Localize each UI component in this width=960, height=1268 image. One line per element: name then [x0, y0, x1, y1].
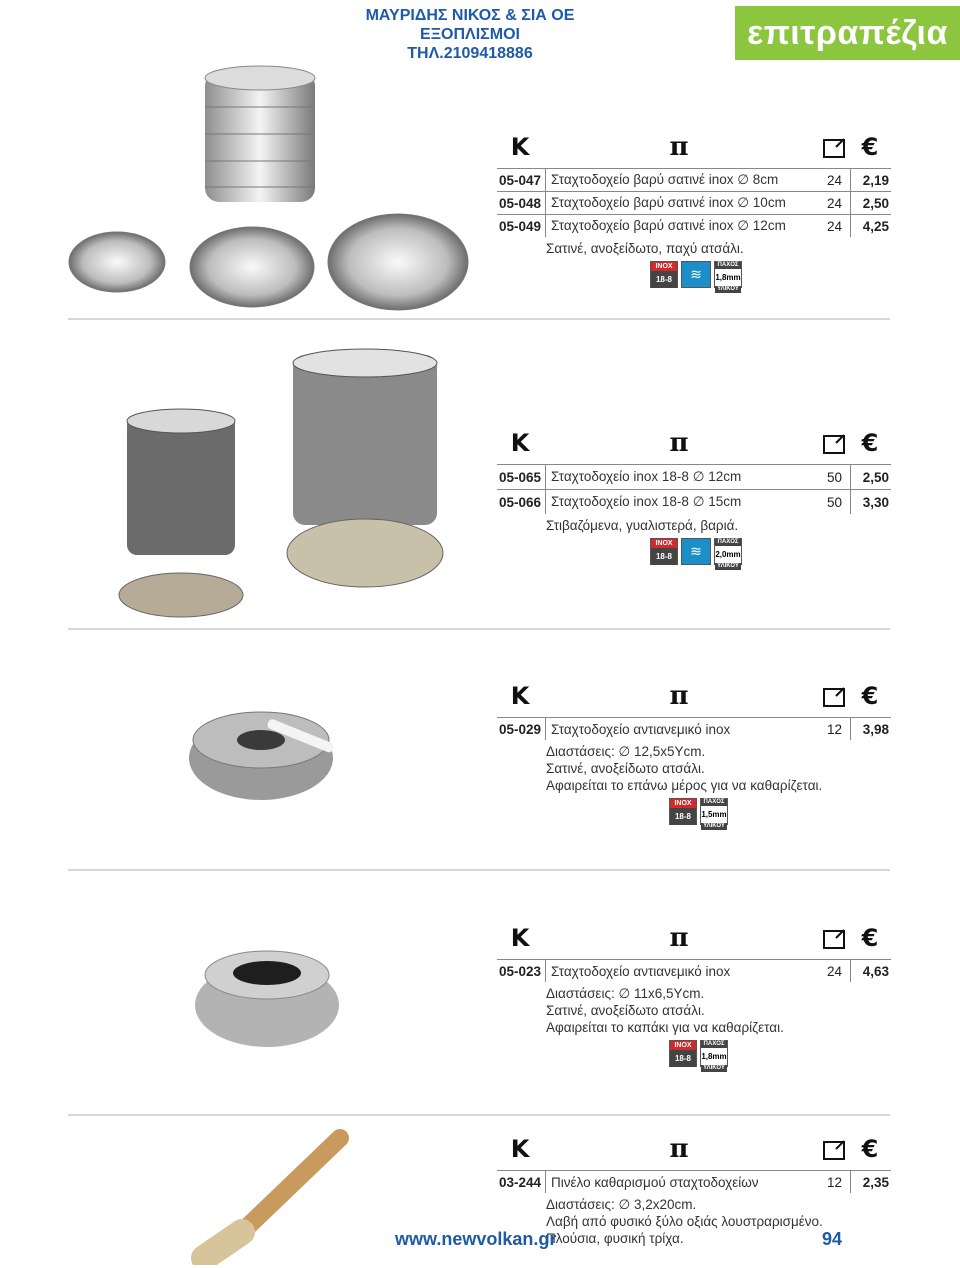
note-line: Σατινέ, ανοξείδωτο ατσάλι.	[546, 761, 705, 776]
pack-quantity: 24	[814, 192, 851, 214]
section-divider	[68, 869, 890, 871]
inox-badge: INOX 18-8	[669, 1040, 697, 1067]
product-code: 05-049	[497, 215, 546, 237]
product-notes	[497, 982, 891, 1071]
pack-quantity: 24	[814, 215, 851, 237]
thickness-badge: ΠΑΧΟΣ 1,8mm ΥΛΙΚΟΥ	[701, 1041, 727, 1071]
product-description: Σταχτοδοχείο αντιανεμικό inox	[551, 721, 731, 737]
company-phone: ΤΗΛ.2109418886	[407, 45, 533, 62]
product-description: Σταχτοδοχείο inox 18-8 ∅ 12cm	[551, 469, 742, 484]
carton-icon	[822, 683, 846, 709]
company-name: ΜΑΥΡΙΔΗΣ ΝΙΚΟΣ & ΣΙΑ ΟΕ	[365, 7, 575, 24]
column-icons	[497, 430, 891, 458]
product-notes	[497, 740, 891, 829]
product-code: 05-066	[497, 490, 546, 514]
product-description: Σταχτοδοχείο inox 18-8 ∅ 15cm	[551, 494, 742, 509]
k-code-icon: K	[510, 924, 530, 952]
carton-icon	[822, 925, 846, 951]
product-photo-lidded-ashtray	[192, 935, 342, 1050]
thickness-badge: ΠΑΧΟΣ 1,8mm ΥΛΙΚΟΥ	[715, 262, 741, 292]
product-price: 3,30	[862, 494, 889, 510]
product-code: 05-023	[497, 960, 546, 982]
dishwasher-icon: ≋	[681, 261, 711, 288]
note-line: Αφαιρείται το επάνω μέρος για να καθαρίζεται.	[546, 778, 823, 793]
column-icons	[497, 683, 891, 711]
product-price: 4,63	[862, 963, 889, 979]
table-row	[497, 1170, 891, 1193]
product-price: 2,50	[862, 195, 889, 211]
product-photo-windproof-ashtray	[185, 700, 345, 810]
pack-quantity: 50	[814, 490, 851, 514]
table-row	[497, 464, 891, 489]
carton-icon	[822, 134, 846, 160]
pack-quantity: 24	[814, 960, 851, 982]
company-header	[320, 6, 620, 63]
section-divider	[68, 628, 890, 630]
euro-price-icon: €	[861, 682, 879, 710]
k-code-icon: K	[510, 429, 530, 457]
carton-icon	[822, 430, 846, 456]
pi-description-icon: π	[669, 681, 689, 711]
product-section-3	[497, 681, 891, 829]
product-section-1	[497, 132, 891, 292]
product-notes	[497, 514, 891, 569]
product-code: 03-244	[497, 1171, 546, 1193]
product-description: Σταχτοδοχείο βαρύ σατινέ inox ∅ 12cm	[551, 218, 786, 233]
material-badges	[669, 1040, 891, 1071]
product-photo-cleaning-brush	[190, 1120, 360, 1265]
category-banner: επιτραπέζια	[735, 6, 960, 60]
material-badges	[650, 538, 891, 569]
inox-badge: INOX 18-8	[650, 538, 678, 565]
section-divider	[68, 1114, 890, 1116]
thickness-badge: ΠΑΧΟΣ 2,0mm ΥΛΙΚΟΥ	[715, 539, 741, 569]
website-link[interactable]: www.newvolkan.gr	[395, 1229, 557, 1249]
k-code-icon: K	[510, 682, 530, 710]
note-line: Διαστάσεις: ∅ 12,5x5Ycm.	[546, 744, 706, 759]
note-line: Πλούσια, φυσική τρίχα.	[546, 1231, 684, 1246]
product-description: Πινέλο καθαρισμού σταχτοδοχείων	[551, 1174, 759, 1190]
pi-description-icon: π	[669, 428, 689, 458]
product-description: Σταχτοδοχείο βαρύ σατινέ inox ∅ 8cm	[551, 172, 779, 187]
product-price: 2,35	[862, 1174, 889, 1190]
product-code: 05-048	[497, 192, 546, 214]
k-code-icon: K	[510, 1135, 530, 1163]
product-price: 2,50	[862, 469, 889, 485]
column-icons	[497, 134, 891, 162]
product-price: 3,98	[862, 721, 889, 737]
product-code: 05-047	[497, 169, 546, 191]
material-badges	[650, 261, 891, 292]
dishwasher-icon: ≋	[681, 538, 711, 565]
thickness-badge: ΠΑΧΟΣ 1,5mm ΥΛΙΚΟΥ	[701, 799, 727, 829]
product-description: Σταχτοδοχείο βαρύ σατινέ inox ∅ 10cm	[551, 195, 786, 210]
inox-badge: INOX 18-8	[650, 261, 678, 288]
note-line: Λαβή από φυσικό ξύλο οξιάς λουστραρισμένο.	[546, 1214, 823, 1229]
pack-quantity: 12	[814, 1171, 851, 1193]
note-line: Σατινέ, ανοξείδωτο ατσάλι.	[546, 1003, 705, 1018]
euro-price-icon: €	[861, 429, 879, 457]
euro-price-icon: €	[861, 133, 879, 161]
note-line: Αφαιρείται το καπάκι για να καθαρίζεται.	[546, 1020, 784, 1035]
material-badges	[669, 798, 891, 829]
note-line: Σατινέ, ανοξείδωτο, παχύ ατσάλι.	[546, 241, 744, 256]
company-subtitle: ΕΞΟΠΛΙΣΜΟΙ	[420, 26, 520, 43]
k-code-icon: K	[510, 133, 530, 161]
product-code: 05-065	[497, 465, 546, 489]
note-line: Διαστάσεις: ∅ 11x6,5Ycm.	[546, 986, 705, 1001]
euro-price-icon: €	[861, 1135, 879, 1163]
euro-price-icon: €	[861, 924, 879, 952]
product-photo-ashtrays-heavy	[62, 62, 472, 317]
pack-quantity: 12	[814, 718, 851, 740]
table-row	[497, 168, 891, 191]
column-icons	[497, 925, 891, 953]
pi-description-icon: π	[669, 1134, 689, 1164]
note-line: Διαστάσεις: ∅ 3,2x20cm.	[546, 1197, 697, 1212]
inox-badge: INOX 18-8	[669, 798, 697, 825]
page-number: 94	[822, 1229, 843, 1249]
table-row	[497, 191, 891, 214]
table-row	[497, 489, 891, 514]
product-section-2	[497, 428, 891, 569]
note-line: Στιβαζόμενα, γυαλιστερά, βαριά.	[546, 518, 739, 533]
table-row	[497, 717, 891, 740]
product-price: 2,19	[862, 172, 889, 188]
product-notes	[497, 237, 891, 292]
pi-description-icon: π	[669, 923, 689, 953]
product-price: 4,25	[862, 218, 889, 234]
table-row	[497, 959, 891, 982]
column-icons	[497, 1136, 891, 1164]
product-photo-stacked-ashtrays	[115, 345, 445, 625]
section-divider	[68, 318, 890, 320]
product-code: 05-029	[497, 718, 546, 740]
product-section-4	[497, 923, 891, 1071]
pack-quantity: 24	[814, 169, 851, 191]
table-row	[497, 214, 891, 237]
pi-description-icon: π	[669, 132, 689, 162]
pack-quantity: 50	[814, 465, 851, 489]
product-description: Σταχτοδοχείο αντιανεμικό inox	[551, 963, 731, 979]
carton-icon	[822, 1136, 846, 1162]
